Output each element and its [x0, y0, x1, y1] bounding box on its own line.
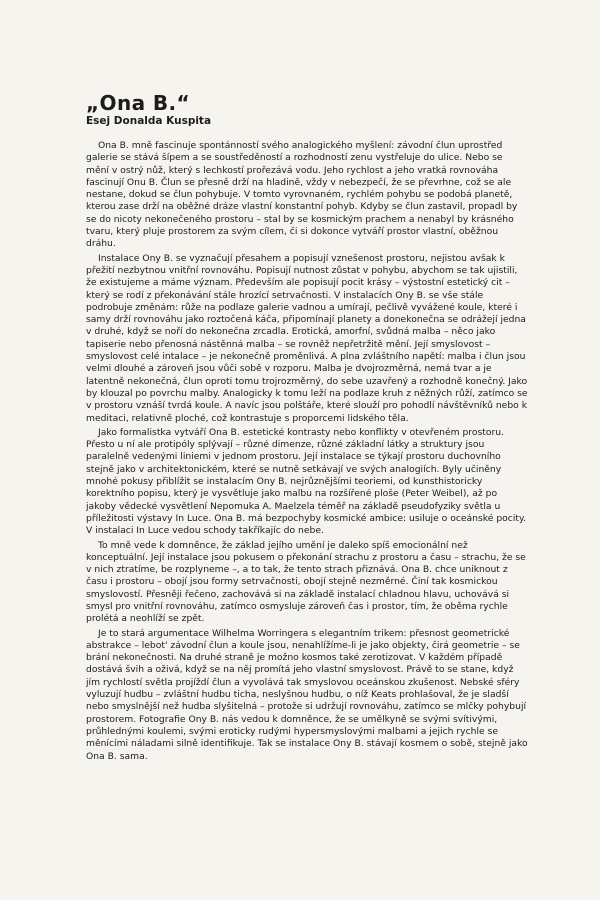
article-heading — [86, 92, 506, 128]
article-body — [86, 140, 528, 765]
paragraph-2: Instalace Ony B. se vyznačují přesahem a popisují vznešenost prostoru, nejistou avšak k přežití nezbytnou vnitřní rovnováhu. Popisují nutnost zůstat v pohybu, abychom se tak ujistili, že existujeme a máme význam. Především ale popisují pocit krásy – výstostní estetický cit – který se rodí z překonávání stále hrozící setrvačnosti. V instalacích Ony B. se vše stále podrobuje změnám: růže na podlaze galerie vadnou a umírají, pečlivě vyvážené koule, které i samy drží rovnováhu jako roztočená káča, připomínají planety a donekonečna se odrážejí jedna v druhé, když se noří do nekonečna zrcadla. Erotická, amorfní, svůdná malba – něco jako tapiserie nebo přenosná nástěnná malba – se rovněž nepřetržitě mění. Její smyslovost – smyslovost celé intalace – je nekonečně proměnlivá. A plna zvláštního napětí: malba i člun jsou velmi dlouhé a zároveň jsou vůči sobě v rozporu. Malba je dvojrozměrná, nemá tvar a je latentně nekonečná, člun oproti tomu trojrozměrný, do sebe uzavřený a rozhodně konečný. Jako by klouzal po povrchu malby. Analogicky k tomu leží na podlaze kruh z něžných růží, zatímco se v prostoru vznáší tvrdá koule. A navíc jsou polštáře, které slouží pro pohodlí návštěvníků nebo k meditaci, relativně ploché, což kontrastuje s proporcemi lidského těla. — [86, 252, 528, 424]
paragraph-3: Jako formalistka vytváří Ona B. estetické kontrasty nebo konflikty v otevřeném prostoru. Přesto u ní ale protipóly splývají – různé dimenze, různé základní látky a struktury jsou paralelně vedenými liniemi v jednom prostoru. Její instalace se týkají prostoru duchovního stejně jako v architektonickém, které se nutně setkávají ve svých analogiích. Byly učiněny mnohé pokusy přiblížit se instalacím Ony B. nejrůznějšími teoriemi, od kunsthistoricky korektního popisu, který je vysvětluje jako malbu na rozšířené ploše (Peter Weibel), až po jakoby vědecké vysvětlení Nepomuka A. Maelzela téměř na základě pseudofyziky světla u příležitosti výstavy In Luce. Ona B. má bezpochyby kosmické ambice: usiluje o oceánské pocity. V instalaci In Luce vedou schody takříkajíc do nebe. — [86, 426, 527, 537]
article-subtitle: Esej Donalda Kuspita — [86, 115, 212, 127]
paragraph-5: Je to stará argumentace Wilhelma Worringera s elegantním trikem: přesnost geometrické abstrakce – lebot' závodní člun a koule jsou, nenahlížíme-li je jako objekty, čirá geometrie – se brání nekonečnosti. Na druhé straně je možno kosmos také zerotizovat. V každém případě dostává švih a oživá, když se na něj promítá jeho vlastní smyslovost. Právě to se stane, když jím rychlostí světla projíždí člun a vyvolává tak smyslovou oceánskou zkušenost. Nebské sféry vyluzují hudbu – zvláštní hudbu ticha, neslyšnou hudbu, o níž Keats prohlašoval, že je sladší nebo smyslnější než hudba slyšitelná – protože si udržují rovnováhu, zatímco se mlčky pohybují prostorem. Fotografie Ony B. nás vedou k domněnce, že se umělkyně se svými svítivými, průhlednými koulemi, svými eroticky rudými hypersmyslovými malbami a jejich rychle se měnícími náladami silně identifikuje. Tak se instalace Ony B. stávají kosmem o sobě, stejně jako Ona B. sama. — [86, 627, 528, 762]
article-title: „Ona B.“ — [86, 91, 191, 115]
paragraph-1: Ona B. mně fascinuje spontánností svého analogického myšlení: závodní člun uprostřed galerie se stává šípem a se soustředěností a rozhodností zenu vystřeluje do ulice. Nebo se mění v ostrý nůž, který s lechkostí prořezává vodu. Jeho rychlost a jeho vratká rovnováha fascinují Onu B. Člun se přesně drží na hladině, vždy v nebezpečí, že se převrhne, což se ale nestane, dokud se člun pohybuje. V tomto vyrovnaném, rychlém pohybu se podobá planetě, kterou zase drží na oběžné dráze vlastní konstantní pohyb. Kdyby se člun zastavil, propadl by se do nicoty nekonečeného prostoru – stal by se kosmickým prachem a nenabyl by krásného tvaru, který pluje prostorem za svým cílem, či si dokonce vytváří prostor vlastní, oběžnou dráhu. — [86, 140, 518, 250]
paragraph-4: To mně vede k domněnce, že základ jejího umění je daleko spíš emocionální než konceptuální. Její instalace jsou pokusem o překonání strachu z prostoru a času – strachu, že se v nich ztratíme, be rozplyneme –, a to tak, že tento strach přiznává. Ona B. chce uniknout z času i prostoru – obojí jsou formy setrvačnosti, obojí stejně nezměrné. Činí tak kosmickou smyslovostí. Přesněji řečeno, zachovává si na základě instalací chladnou hlavu, uchovává si smysl pro vnitřní rovnováhu, zatímco osmysluje zároveň čas i prostor, tím, že oběma rychle prolétá a neohlíží se zpět. — [86, 539, 526, 625]
